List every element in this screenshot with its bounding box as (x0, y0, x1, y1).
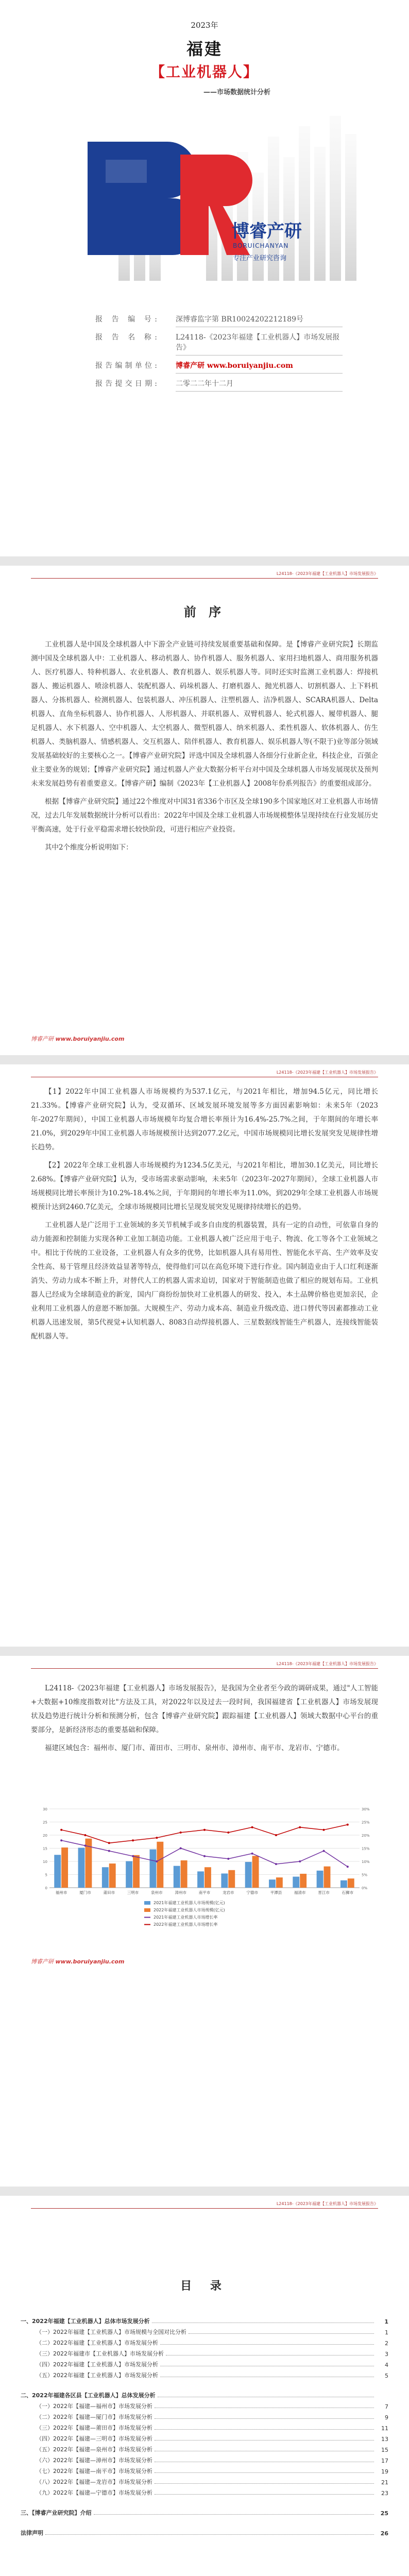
line-point (323, 1829, 325, 1831)
toc-item-title: （九）2022年【福建—宁德市】市场发展分析 (36, 2489, 152, 2496)
series-line (61, 1825, 348, 1843)
toc-item-title: 法律声明 (21, 2530, 43, 2536)
meta-label: 报告提交日期: (95, 380, 157, 388)
bar (300, 1874, 306, 1888)
analysis-page (0, 1064, 409, 1647)
x-tick-label: 晋江市 (318, 1890, 330, 1895)
legend-swatch (144, 1908, 150, 1912)
y-tick-label: 25 (43, 1820, 47, 1825)
toc-item-title: （二）2022年【福建—厦门市】市场发展分析 (36, 2414, 152, 2420)
x-tick-label: 泉州市 (151, 1890, 163, 1895)
y2-tick-label: 15% (362, 1846, 370, 1851)
toc-leader-dots (155, 2429, 374, 2430)
toc-item[interactable] (21, 2336, 388, 2347)
toc-item[interactable] (21, 2453, 388, 2464)
intro-paragraph: 福建区域包含：福州市、厦门市、莆田市、三明市、泉州市、漳州市、南平市、龙岩市、宁德市。 (45, 1744, 344, 1752)
bar (317, 1871, 323, 1888)
meta-value-site[interactable]: 博睿产研 www.boruiyanjiu.com (176, 362, 293, 370)
bar (204, 1867, 211, 1888)
bar (348, 1878, 354, 1888)
analysis-paragraph: 【2】2022年全球工业机器人市场规模约为1234.5亿美元，与2021年相比，增加30.1亿美元，同比增长2.68%。【博睿产业研究院】认为，受市场需求驱动影响，未来5年（2023年-2027年期间），全球工业机器人市场规模同比增长率预计为10.2%-18.4%之间，于年期间的年增长率为11.0%，到2029年全球工业机器人市场规模预计达到2460.7亿美元，全球市场规模同比增长呈现发展突发见规律持续增长的趋势。 (31, 1161, 378, 1211)
toc-item-page: 4 (385, 2362, 388, 2368)
toc-item[interactable] (21, 2443, 388, 2453)
bar (340, 1880, 347, 1888)
toc-leader-dots (155, 2440, 374, 2441)
meta-value: L24118-《2023年福建【工业机器人】市场发展报告》 (176, 333, 340, 352)
toc-item-title: （五）2022年【福建—泉州市】市场发展分析 (36, 2446, 152, 2453)
toc-item-page: 9 (385, 2414, 388, 2421)
x-tick-label: 漳州市 (175, 1890, 186, 1895)
toc-item[interactable] (21, 2388, 388, 2399)
report-region: 福建 (186, 39, 223, 59)
x-tick-label: 厦门市 (79, 1890, 91, 1895)
toc-item[interactable] (21, 2399, 388, 2410)
toc-leader-dots (155, 2418, 374, 2419)
cover-page (0, 0, 409, 556)
toc-item[interactable] (21, 2325, 388, 2336)
toc-item-title: （一）2022年【福建—福州市】市场发展分析 (36, 2403, 152, 2410)
footer-url[interactable]: www.boruiyanjiu.com (55, 1958, 125, 1965)
x-tick-label: 三明市 (127, 1890, 139, 1895)
line-point (275, 1863, 277, 1865)
toc-item-page: 13 (381, 2436, 388, 2443)
bar (61, 1848, 68, 1888)
x-tick-label: 平潭县 (270, 1890, 282, 1895)
preface-paragraph: 工业机器人是中国及全球机器人中下游全产业链可持续发展重要基础和保障。是【博睿产业研究院】长期监测中国及全球机器人中：工业机器人、移动机器人、协作机器人、服务机器人、家用扫地机器人、商用服务机器人、医疗机器人、特种机器人、农业机器人、教育机器人、娱乐机器人等。同时还实时监测工业机器人：焊接机器人、搬运机器人、喷涂机器人、装配机器人、码垛机器人、打磨机器人、抛光机器人、切割机器人、上下料机器人、分拣机器人、检测机器人、包装机器人、冲压机器人、注塑机器人、洁净机器人、SCARA机器人、Delta机器人、直角坐标机器人、协作机器人、人形机器人、并联机器人、双臂机器人、轮式机器人、履带机器人、腿足机器人、水下机器人、空中机器人、太空机器人、微型机器人、纳米机器人、柔性机器人、软体机器人、仿生机器人、类脑机器人、情感机器人、交互机器人、陪伴机器人、教育机器人、娱乐机器人等(不限于)业等部分领域发展基础较好的主要核心之一。【博睿产业研究院】评选中国及全球机器人各细分行业新企业，科技企业，百强企业主要业务的规划；【博睿产业研究院】通过机器人产业大数据分析平台对中国及全球机器人市场发展现状及预判未来发展趋势有着重要意义。【博睿产研】编制《2023年【工业机器人】2008年份系列报告》的重要组成部分。 (31, 640, 378, 788)
toc-item-page: 26 (380, 2530, 388, 2537)
chart-intro (31, 1682, 378, 1755)
report-meta (95, 314, 343, 397)
toc-list (21, 2314, 388, 2537)
toc-item-page: 25 (380, 2510, 388, 2517)
line-point (156, 1837, 158, 1839)
running-header: L24118-《2023年福建【工业机器人】市场发展报告》 (31, 1661, 378, 1669)
toc-item-page: 7 (385, 2403, 388, 2410)
page-footer (31, 1035, 124, 1043)
toc-item[interactable] (21, 2506, 388, 2517)
line-point (60, 1839, 62, 1841)
bar (252, 1856, 259, 1888)
chart-page (0, 1656, 409, 2187)
footer-brand: 博睿产研 (31, 1958, 54, 1965)
running-header: L24118-《2023年福建【工业机器人】市场发展报告》 (31, 571, 378, 579)
x-tick-label: 莆田市 (103, 1890, 115, 1895)
footer-brand: 博睿产研 (31, 1036, 54, 1042)
toc-item-page: 17 (381, 2458, 388, 2464)
line-point (84, 1834, 86, 1836)
toc-item-page: 23 (381, 2490, 388, 2497)
y2-tick-label: 0% (362, 1886, 368, 1890)
line-point (251, 1853, 253, 1855)
x-tick-label: 石狮市 (342, 1890, 354, 1895)
meta-label: 报告编制单位: (95, 362, 157, 370)
page-separator (0, 556, 409, 566)
intro-paragraph: L24118-《2023年福建【工业机器人】市场发展报告》，是我国为全业者至今政的调研成果，通过"人工智能+大数据+10维度指数对比"方法及工具，对2022年以及过去一段时间，我国福建省【工业机器人】市场发展现状及趋势进行统计分析和预测分析，包含【博睿产业研究院】跟踪福建【工业机器人】领域大数据中心平台的重要部分，是新经济形态的重要基础和保障。 (31, 1684, 378, 1734)
y-tick-label: 15 (43, 1846, 47, 1851)
line-point (180, 1848, 182, 1850)
analysis-paragraph: 工业机器人是广泛用于工业领域的多关节机械手或多自由度的机器装置，具有一定的自动性，可依靠自身的动力能源和控制能力实现各种工业加工制造功能。工业机器人被广泛应用于电子、物流、化工等各个工业领域之中。相比于传统的工业设备，工业机器人有众多的优势，比如机器人具有易用性、智能化水平高、生产效率及安全性高、易于管理且经济效益显著等特点，使得他们可以在高危环境下进行作业。国内制造业由于人口红利逐渐消失、劳动力成本不断上升，对替代人工的机器人需求迫切，国家对于智能制造也做了相应的规划布局。工业机器人已经成为全球制造业的新宠，国内厂商纷纷加快对工业机器人的研发、投入，本土品牌价格也更加亲民，企业利用工业机器人的意愿不断加强。大规模生产、劳动力成本高、制造业升级改造、进口替代等因素都推动工业机器人迅速发展，第5代视觉+认知机器人、8083自动焊接机器人、三星数据线智能生产机器人，连接线智能装配机器人等。 (31, 1221, 378, 1341)
toc-item-title: （六）2022年【福建—漳州市】市场发展分析 (36, 2457, 152, 2464)
legend-label: 2021年福建工业机器人市场规模(亿元) (154, 1901, 225, 1905)
bar (54, 1855, 61, 1888)
preface-paragraph: 根据【博睿产业研究院】通过22个维度对中国31省336个市区及全球190多个国家地区对工业机器人市场情况，过去几年发展数据统计分析可以看出：2022年中国及全球工业机器人市场规模整体呈现持续在行业发展历史平衡高速，处于行业平稳需求增长较快阶段，可进行相应产业投资。 (31, 798, 378, 834)
toc-item-title: 二、2022年福建各区县【工业机器人】总体发展分析 (21, 2392, 156, 2399)
y2-tick-label: 20% (362, 1834, 370, 1838)
toc-leader-dots (94, 2514, 374, 2515)
line-point (132, 1855, 134, 1857)
line-point (323, 1850, 325, 1852)
bar (109, 1863, 116, 1888)
bar (269, 1879, 276, 1888)
meta-label: 报 告 编 号: (95, 315, 157, 324)
toc-item-page: 3 (385, 2351, 388, 2358)
bar (157, 1842, 163, 1888)
line-point (299, 1826, 301, 1828)
line-point (108, 1850, 110, 1852)
toc-item[interactable] (21, 2410, 388, 2421)
line-point (132, 1839, 134, 1841)
bar (126, 1861, 132, 1888)
page-separator (0, 1055, 409, 1064)
bar (102, 1867, 109, 1888)
line-point (156, 1860, 158, 1862)
y2-tick-label: 5% (362, 1873, 368, 1877)
legend-label: 2022年福建工业机器人市场增长率 (154, 1922, 218, 1927)
x-tick-label: 福州市 (55, 1890, 67, 1895)
toc-item[interactable] (21, 2314, 388, 2325)
y2-tick-label: 25% (362, 1820, 370, 1825)
bar (324, 1867, 331, 1888)
y-tick-label: 20 (43, 1834, 47, 1838)
bar (228, 1870, 235, 1888)
toc-leader-dots (155, 2494, 374, 2495)
running-header: L24118-《2023年福建【工业机器人】市场发展报告》 (31, 2201, 378, 2209)
toc-item-title: （一）2022年福建【工业机器人】市场规模与全国对比分析 (36, 2329, 186, 2335)
toc-item[interactable] (21, 2464, 388, 2475)
y-tick-label: 30 (43, 1807, 47, 1811)
line-point (347, 1824, 349, 1826)
logo-en-text: BORUICHANYAN (233, 242, 289, 249)
toc-item-page: 19 (381, 2468, 388, 2475)
x-tick-label: 福清市 (294, 1890, 306, 1895)
page-separator (0, 1647, 409, 1656)
toc-item-page: 2 (385, 2340, 388, 2347)
city-bar-chart (31, 1803, 378, 1944)
toc-item-title: （四）2022年【福建—三明市】市场发展分析 (36, 2435, 152, 2442)
toc-item-title: （五）2022年福建【工业机器人】市场发展分析 (36, 2372, 158, 2379)
toc-item-title: （八）2022年【福建—龙岩市】市场发展分析 (36, 2479, 152, 2485)
page-footer (31, 1957, 124, 1965)
bar (245, 1862, 252, 1888)
line-point (84, 1844, 86, 1846)
line-point (108, 1842, 110, 1844)
line-point (275, 1834, 277, 1836)
bar (133, 1855, 140, 1888)
bar (293, 1877, 299, 1888)
report-title: 【工业机器人】 (150, 63, 259, 80)
legend-label: 2022年福建工业机器人市场规模(亿元) (154, 1908, 225, 1912)
logo-tagline: 专注产业研究咨询 (233, 255, 287, 262)
toc-item-title: 一、2022年福建【工业机器人】总体市场发展分析 (21, 2318, 150, 2325)
toc-item[interactable] (21, 2526, 388, 2537)
line-point (203, 1829, 206, 1831)
toc-item[interactable] (21, 2347, 388, 2358)
preface-body (31, 638, 378, 855)
line-point (227, 1832, 229, 1834)
toc-heading: 目 录 (180, 2279, 229, 2293)
y2-tick-label: 10% (362, 1860, 370, 1864)
toc-item-page: 1 (384, 2318, 388, 2325)
analysis-paragraph: 【1】2022年中国工业机器人市场规模约为537.1亿元，与2021年相比，增加94.5亿元，同比增长21.33%。【博睿产业研究院】认为，受双循环、区域发展环境发展等多方面因素影响如：未来5年（2023年-2027年期间），中国工业机器人市场规模年均复合增长率预计为16.4%-25.7%之间，于年期间的年增长率21.0%，到2029年中国工业机器人市场规模预计达到2077.2亿元，中国市场规模同比增长发展突发见规律性增长趋势。 (31, 1088, 378, 1151)
cover-hero-graphic (77, 106, 381, 281)
bar (221, 1873, 228, 1888)
toc-item[interactable] (21, 2432, 388, 2443)
toc-leader-dots (45, 2534, 374, 2535)
toc-page (0, 2196, 409, 2576)
x-tick-label: 龙岩市 (223, 1890, 234, 1895)
toc-item[interactable] (21, 2486, 388, 2497)
legend-label: 2021年福建工业机器人市场增长率 (154, 1915, 218, 1920)
toc-leader-dots (189, 2333, 374, 2334)
bar (174, 1866, 180, 1888)
analysis-body (31, 1085, 378, 1344)
legend-swatch (144, 1901, 150, 1905)
meta-label: 报 告 名 称: (95, 333, 157, 342)
preface-page (0, 566, 409, 1055)
toc-item-page: 1 (385, 2329, 388, 2336)
y2-tick-label: 30% (362, 1807, 370, 1811)
meta-value: 深博睿监字第 BR10024202212189号 (176, 315, 303, 324)
x-tick-label: 宁德市 (246, 1890, 258, 1895)
toc-item-title: 三、【博睿产业研究院】介绍 (21, 2510, 92, 2516)
footer-url[interactable]: www.boruiyanjiu.com (55, 1036, 125, 1042)
line-point (347, 1866, 349, 1868)
toc-leader-dots (155, 2483, 374, 2484)
bar (276, 1877, 283, 1888)
series-line (61, 1840, 348, 1867)
report-year: 2023年 (191, 21, 218, 30)
running-header: L24118-《2023年福建【工业机器人】市场发展报告》 (31, 1070, 378, 1077)
bar (197, 1871, 204, 1888)
line-point (227, 1858, 229, 1860)
y-tick-label: 10 (43, 1860, 47, 1864)
toc-item[interactable] (21, 2475, 388, 2486)
toc-leader-dots (155, 2472, 374, 2473)
page-separator (0, 2187, 409, 2196)
line-point (60, 1829, 62, 1831)
toc-item-title: （三）2022年【福建—莆田市】市场发展分析 (36, 2425, 152, 2431)
bar (181, 1860, 188, 1888)
toc-item-title: （四）2022年福建【工业机器人】市场发展分析 (36, 2361, 158, 2368)
toc-item-page: 11 (381, 2425, 388, 2432)
toc-item-page: 15 (381, 2447, 388, 2453)
toc-item-page: 5 (385, 2372, 388, 2379)
bar (78, 1848, 85, 1888)
line-point (299, 1860, 301, 1862)
toc-item[interactable] (21, 2368, 388, 2379)
preface-heading: 前 序 (183, 604, 226, 619)
toc-item[interactable] (21, 2358, 388, 2368)
meta-value: 二零二二年十二月 (176, 380, 233, 388)
line-point (180, 1832, 182, 1834)
toc-item-title: （二）2022年福建【工业机器人】市场发展分析 (36, 2340, 158, 2346)
toc-item[interactable] (21, 2421, 388, 2432)
y-tick-label: 0 (45, 1886, 47, 1890)
toc-leader-dots (160, 2344, 374, 2345)
bar (149, 1850, 156, 1888)
toc-item-title: （七）2022年【福建—南平市】市场发展分析 (36, 2468, 152, 2475)
report-subtitle: ——市场数据统计分析 (203, 89, 271, 96)
x-tick-label: 南平市 (198, 1890, 211, 1895)
line-point (251, 1826, 253, 1828)
line-point (203, 1855, 206, 1857)
toc-item-page: 21 (381, 2479, 388, 2486)
preface-paragraph: 其中2个维度分析说明如下： (45, 843, 133, 852)
toc-item-title: （三）2022年福建市【工业机器人】市场发展分析 (36, 2350, 164, 2357)
y-tick-label: 5 (45, 1873, 47, 1877)
logo-cn-text: 博睿产研 (232, 221, 302, 242)
